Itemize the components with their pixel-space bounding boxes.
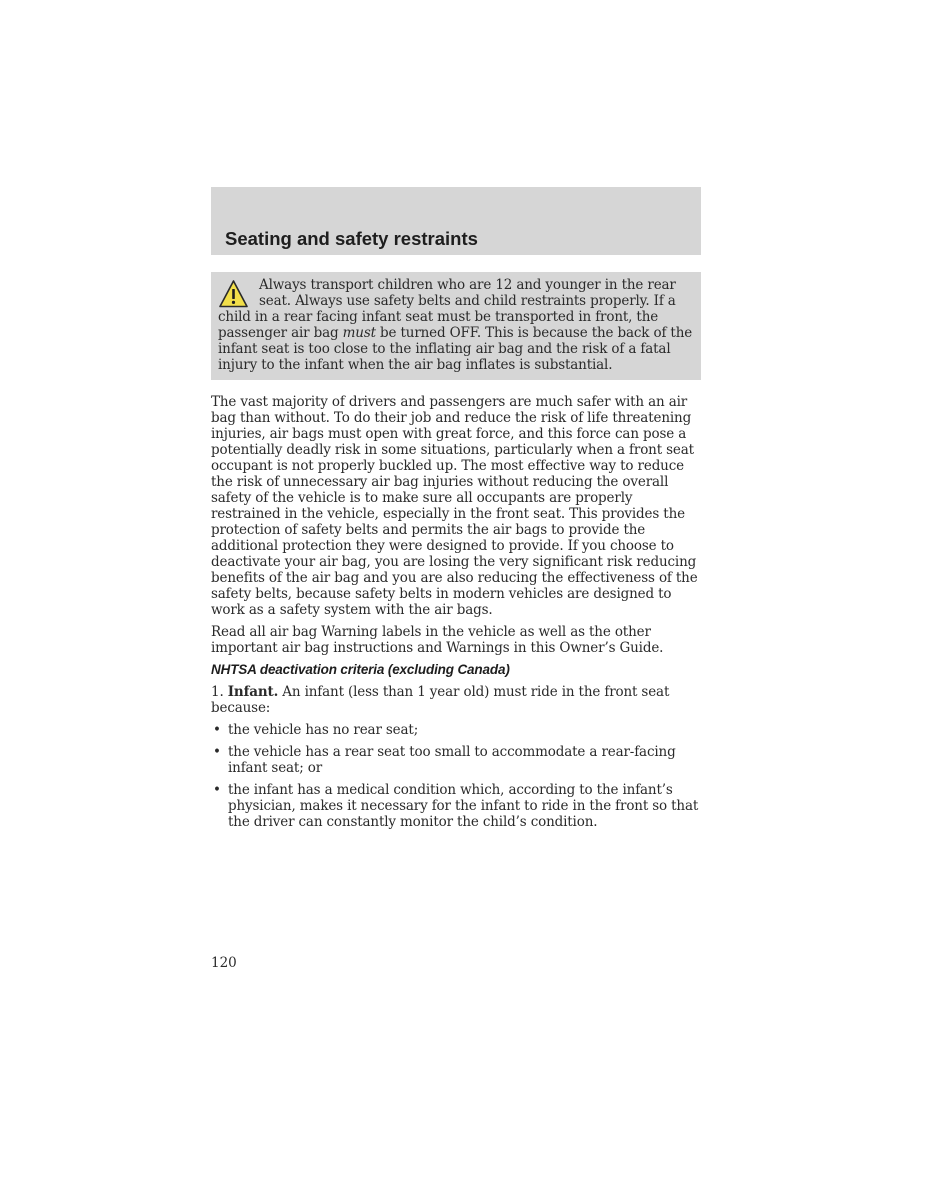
body-content [211, 394, 701, 836]
warning-text-part: be turned OFF. This is because the back of the infant seat is too close to the inflating air bag and the risk of a fatal injury to the infant when the air bag inflates is substantial. [218, 325, 693, 373]
warning-text [218, 277, 693, 373]
bullet-text: the vehicle has no rear seat; [228, 722, 419, 738]
section-header-band [211, 187, 701, 255]
subheading: NHTSA deactivation criteria (excluding Canada) [211, 662, 510, 677]
bullet-item [211, 782, 701, 830]
item-label: Infant. [227, 684, 279, 700]
body-paragraph: The vast majority of drivers and passengers are much safer with an air bag than without. To do their job and reduce the risk of life threatening injuries, air bags must open with great force, and this force can pose a potentially deadly risk in some situations, particularly when a front seat occupant is not properly buckled up. The most effective way to reduce the risk of unnecessary air bag injuries without reducing the overall safety of the vehicle is to make sure all occupants are properly restrained in the vehicle, especially in the front seat. This provides the protection of safety belts and permits the air bags to provide the additional protection they were designed to provide. If you choose to deactivate your air bag, you are losing the very significant risk reducing benefits of the air bag and you are also reducing the effectiveness of the safety belts, because safety belts in modern vehicles are designed to work as a safety system with the air bags. [211, 394, 698, 618]
item-number: 1. [211, 684, 224, 700]
numbered-item [211, 684, 701, 716]
bullet-dot: • [213, 744, 221, 760]
bullet-list [211, 722, 701, 830]
body-paragraph: Read all air bag Warning labels in the vehicle as well as the other important air bag instructions and Warnings in this Owner’s Guide. [211, 624, 664, 656]
warning-emphasis: must [342, 325, 376, 341]
bullet-item [211, 722, 701, 738]
warning-triangle-icon [218, 279, 249, 309]
warning-text-part: Always transport children who are 12 and younger in the rear seat. Always use safety belts and child restraints properly. If a child in a rear facing infant seat must be transported in front, the passenger air bag [218, 277, 676, 341]
page-number: 120 [211, 955, 237, 971]
item-text: An infant (less than 1 year old) must ride in the front seat because: [211, 684, 670, 716]
section-title: Seating and safety restraints [225, 228, 478, 249]
bullet-text: the infant has a medical condition which, according to the infant’s physician, makes it necessary for the infant to ride in the front so that the driver can constantly monitor the child’s condition. [228, 782, 699, 830]
bullet-text: the vehicle has a rear seat too small to accommodate a rear-facing infant seat; or [228, 744, 676, 776]
bullet-dot: • [213, 722, 221, 738]
bullet-dot: • [213, 782, 221, 798]
bullet-item [211, 744, 701, 776]
warning-box [211, 272, 701, 380]
